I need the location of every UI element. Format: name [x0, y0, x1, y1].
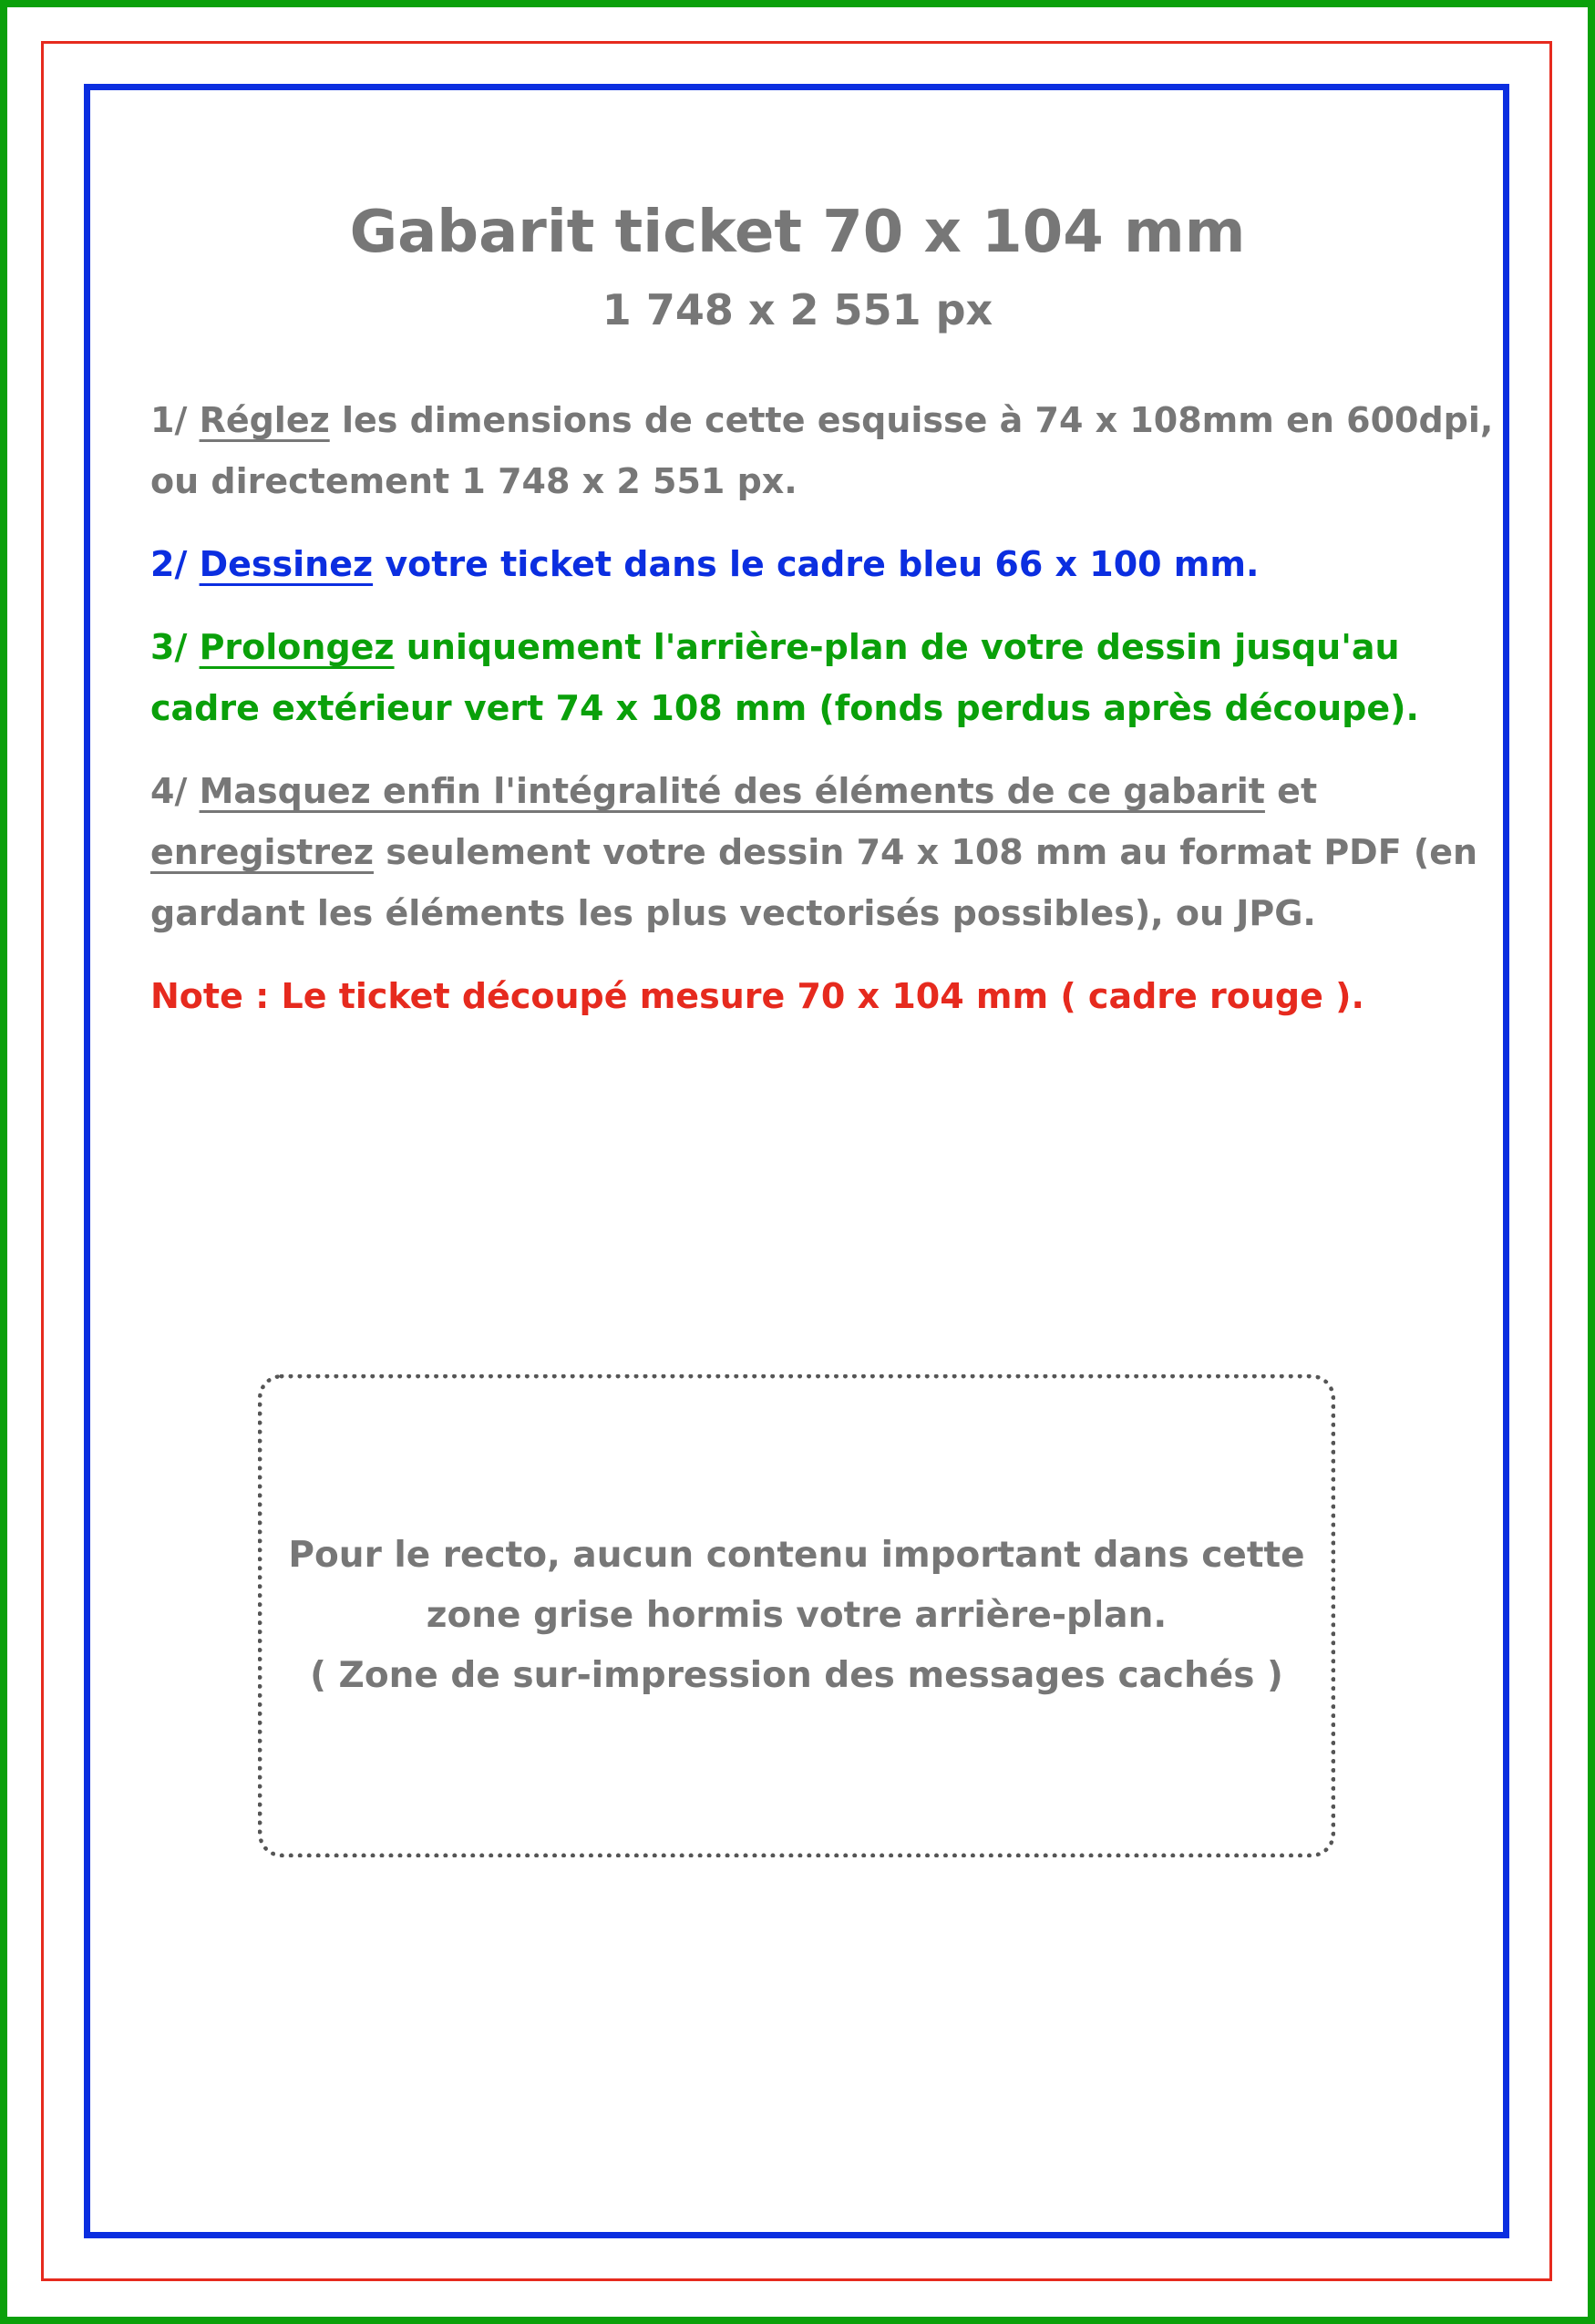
hidden-message-zone	[258, 1374, 1335, 1857]
zone-text-line-3: ( Zone de sur-impression des messages cachés )	[310, 1655, 1283, 1696]
step-3-line-2: cadre extérieur vert 74 x 108 mm (fonds perdus après découpe).	[150, 688, 1419, 728]
step-4	[150, 761, 1478, 944]
step-3-keyword: Prolongez	[199, 627, 395, 667]
step-2-prefix: 2/	[150, 544, 200, 584]
step-1-line-2: ou directement 1 748 x 2 551 px.	[150, 461, 798, 501]
step-4-keyword-2: enregistrez	[150, 832, 374, 872]
page-title: Gabarit ticket 70 x 104 mm	[349, 199, 1246, 266]
step-3-text: uniquement l'arrière-plan de votre dessin jusqu'au	[394, 627, 1400, 667]
step-4-keyword: Masquez enfin l'intégralité des éléments de ce gabarit	[199, 771, 1265, 811]
step-4-prefix: 4/	[150, 771, 200, 811]
step-4-line-3: gardant les éléments les plus vectorisés possibles), ou JPG.	[150, 893, 1316, 933]
steps-list	[150, 390, 1494, 1027]
step-2	[150, 534, 1445, 595]
step-3	[150, 617, 1445, 739]
page-subtitle: 1 748 x 2 551 px	[602, 285, 993, 334]
step-1	[150, 390, 1494, 512]
zone-text-line-2: zone grise hormis votre arrière-plan.	[426, 1595, 1168, 1636]
step-4-text: et	[1264, 771, 1318, 811]
step-1-keyword: Réglez	[199, 400, 330, 440]
note: Note : Le ticket découpé mesure 70 x 104 mm ( cadre rouge ).	[150, 976, 1364, 1016]
step-2-text: votre ticket dans le cadre bleu 66 x 100 mm.	[373, 544, 1260, 584]
step-1-text: les dimensions de cette esquisse à 74 x 108mm en 600dpi,	[329, 400, 1494, 440]
instructions	[150, 196, 1494, 1027]
zone-text-line-1: Pour le recto, aucun contenu important dans cette	[288, 1535, 1305, 1576]
step-2-keyword: Dessinez	[199, 544, 374, 584]
step-1-prefix: 1/	[150, 400, 200, 440]
step-3-prefix: 3/	[150, 627, 200, 667]
zone-text	[288, 1526, 1304, 1706]
step-4-text-2: seulement votre dessin 74 x 108 mm au format PDF (en	[373, 832, 1478, 872]
